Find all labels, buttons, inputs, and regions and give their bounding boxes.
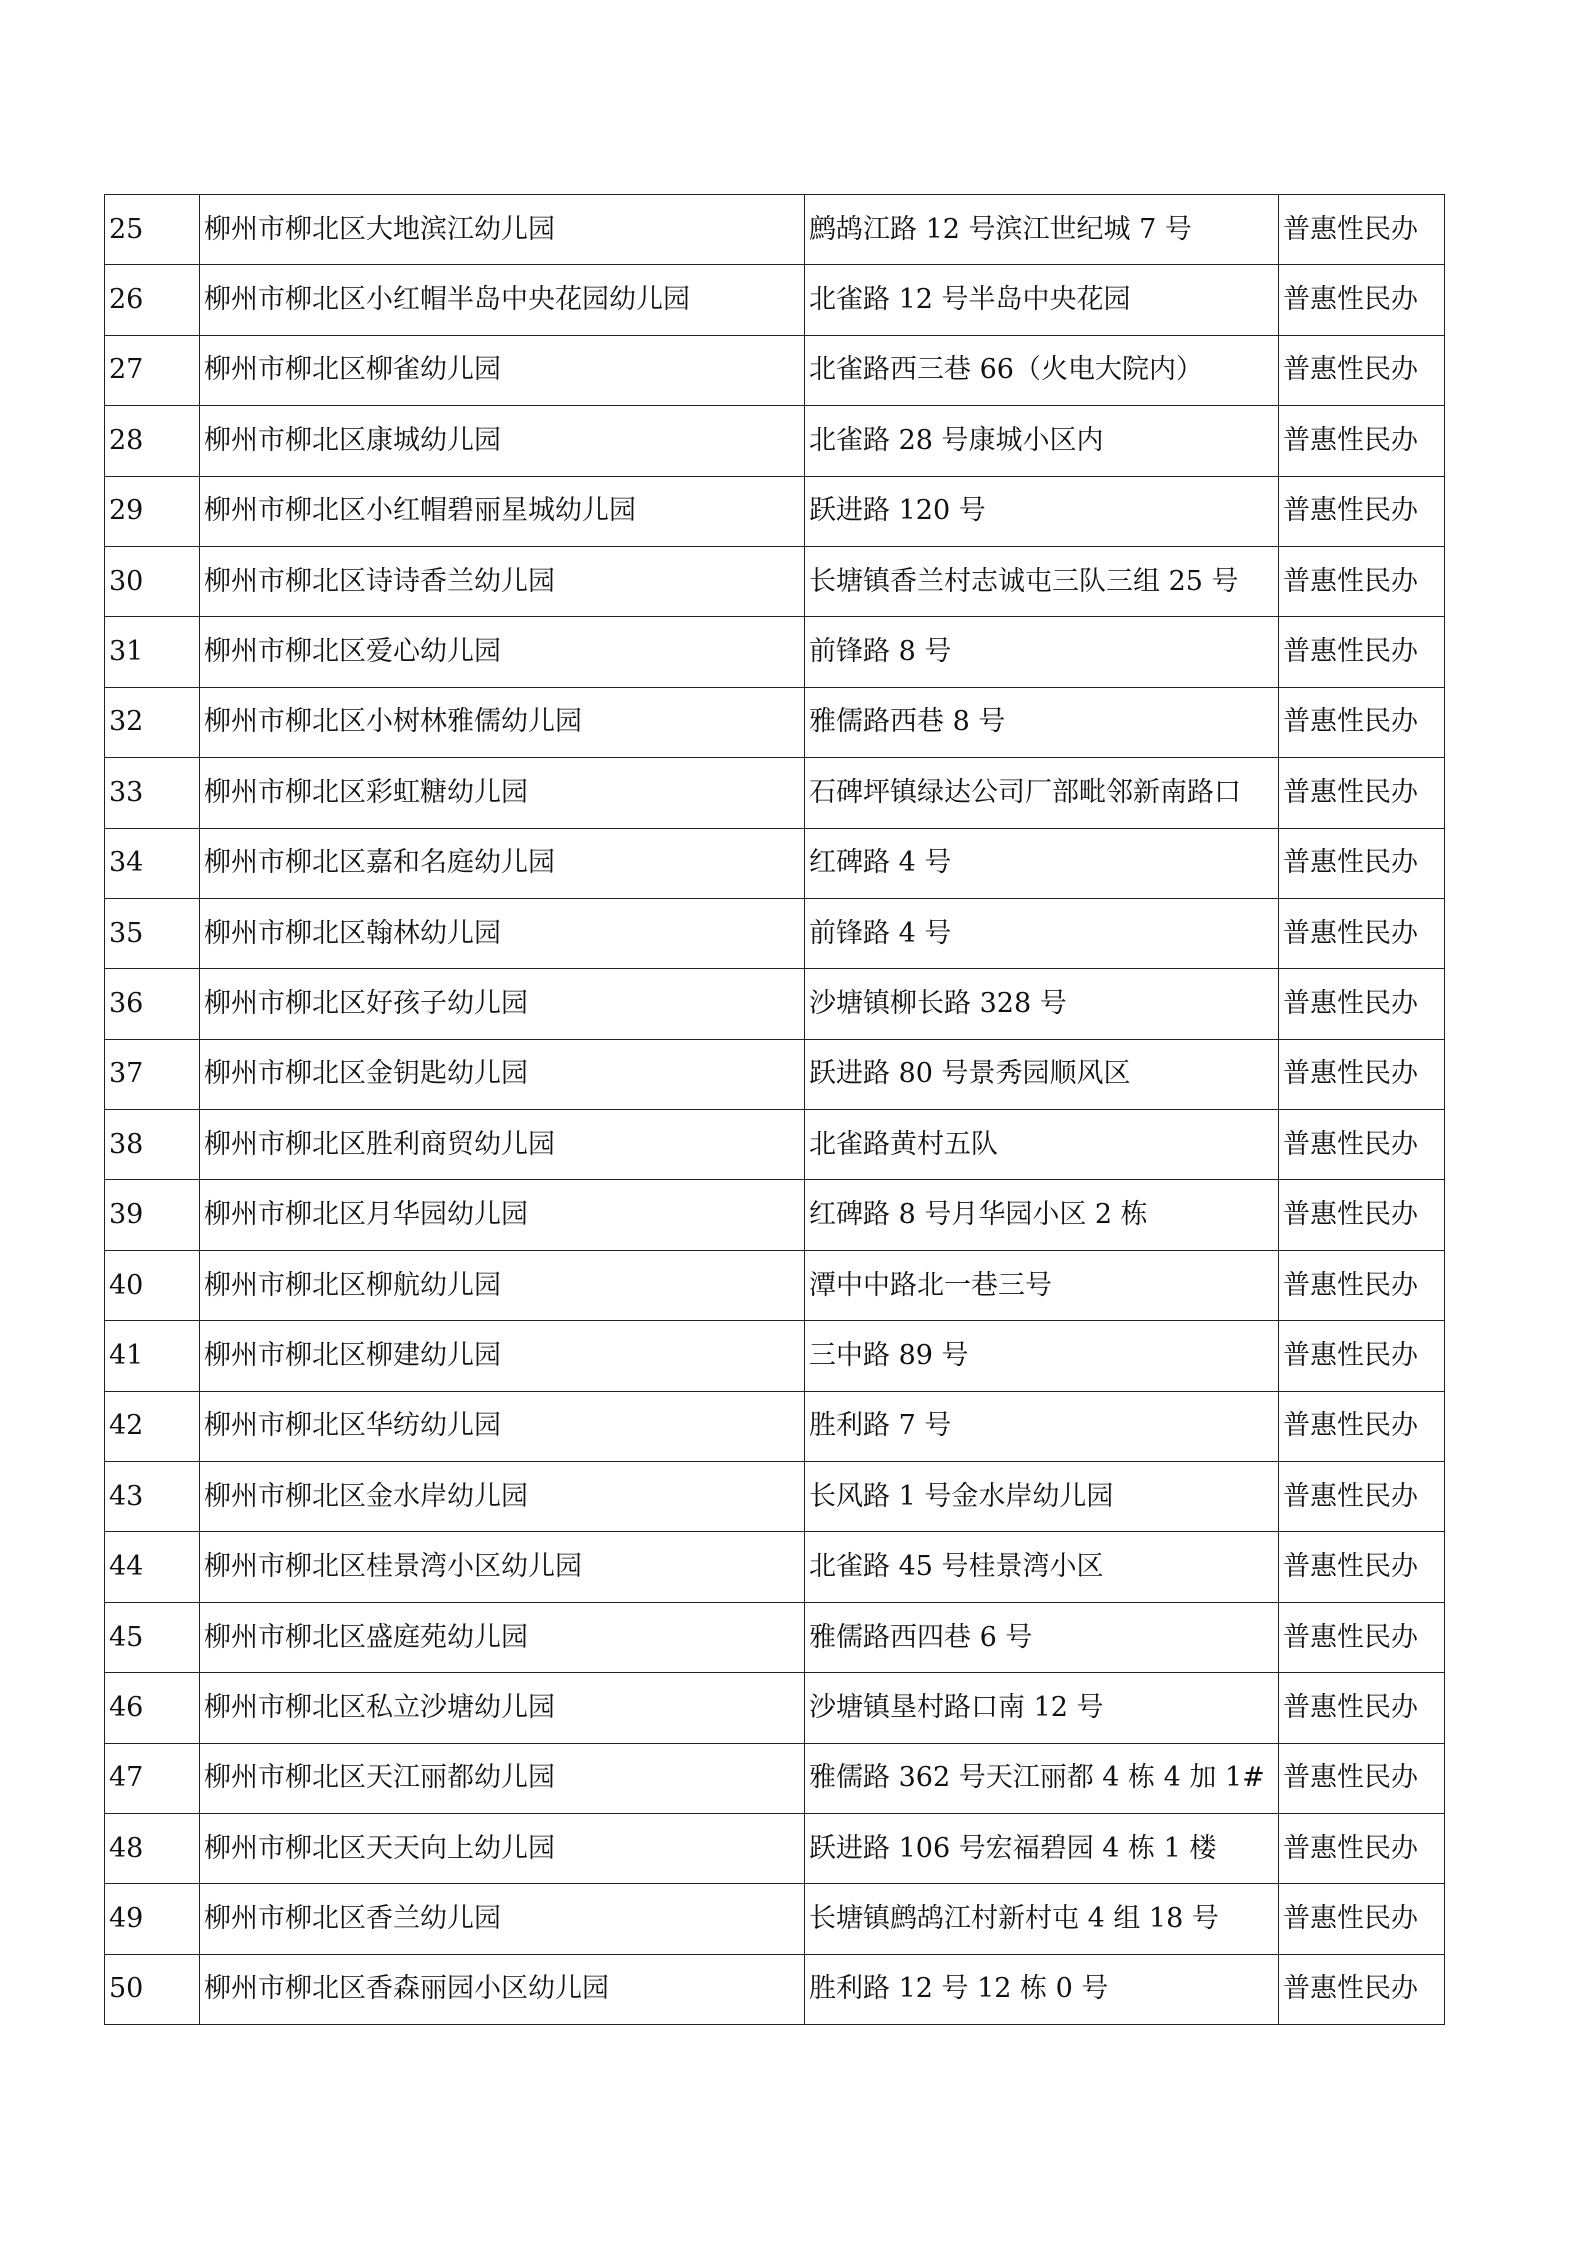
table-body [105, 195, 1445, 2025]
kindergarten-type: 普惠性民办 [1279, 546, 1445, 616]
table-row [105, 1673, 1445, 1743]
kindergarten-type: 普惠性民办 [1279, 828, 1445, 898]
kindergarten-type: 普惠性民办 [1279, 1813, 1445, 1883]
kindergarten-name: 柳州市柳北区嘉和名庭幼儿园 [200, 828, 805, 898]
table-row [105, 1813, 1445, 1883]
row-number: 45 [105, 1602, 200, 1672]
kindergarten-type: 普惠性民办 [1279, 1110, 1445, 1180]
kindergarten-address: 三中路 89 号 [805, 1321, 1279, 1391]
table-row [105, 1462, 1445, 1532]
kindergarten-type: 普惠性民办 [1279, 1180, 1445, 1250]
row-number: 43 [105, 1462, 200, 1532]
kindergarten-name: 柳州市柳北区康城幼儿园 [200, 406, 805, 476]
table-row [105, 969, 1445, 1039]
table-row [105, 758, 1445, 828]
kindergarten-address: 北雀路黄村五队 [805, 1110, 1279, 1180]
row-number: 48 [105, 1813, 200, 1883]
kindergarten-type: 普惠性民办 [1279, 1391, 1445, 1461]
kindergarten-type: 普惠性民办 [1279, 1039, 1445, 1109]
kindergarten-address: 长风路 1 号金水岸幼儿园 [805, 1462, 1279, 1532]
kindergarten-address: 雅儒路 362 号天江丽都 4 栋 4 加 1# [805, 1743, 1279, 1813]
kindergarten-type: 普惠性民办 [1279, 1321, 1445, 1391]
kindergarten-type: 普惠性民办 [1279, 406, 1445, 476]
row-number: 37 [105, 1039, 200, 1109]
kindergarten-name: 柳州市柳北区彩虹糖幼儿园 [200, 758, 805, 828]
table-row [105, 828, 1445, 898]
kindergarten-address: 长塘镇鹧鸪江村新村屯 4 组 18 号 [805, 1884, 1279, 1954]
table-row [105, 1250, 1445, 1320]
table-row [105, 335, 1445, 405]
kindergarten-address: 前锋路 4 号 [805, 898, 1279, 968]
table-row [105, 898, 1445, 968]
kindergarten-name: 柳州市柳北区桂景湾小区幼儿园 [200, 1532, 805, 1602]
table-row [105, 546, 1445, 616]
kindergarten-name: 柳州市柳北区好孩子幼儿园 [200, 969, 805, 1039]
kindergarten-address: 跃进路 80 号景秀园顺风区 [805, 1039, 1279, 1109]
kindergarten-name: 柳州市柳北区香兰幼儿园 [200, 1884, 805, 1954]
kindergarten-name: 柳州市柳北区柳航幼儿园 [200, 1250, 805, 1320]
kindergarten-address: 沙塘镇柳长路 328 号 [805, 969, 1279, 1039]
kindergarten-name: 柳州市柳北区盛庭苑幼儿园 [200, 1602, 805, 1672]
row-number: 50 [105, 1954, 200, 2024]
row-number: 39 [105, 1180, 200, 1250]
row-number: 33 [105, 758, 200, 828]
kindergarten-name: 柳州市柳北区诗诗香兰幼儿园 [200, 546, 805, 616]
kindergarten-type: 普惠性民办 [1279, 687, 1445, 757]
kindergarten-type: 普惠性民办 [1279, 335, 1445, 405]
table-row [105, 1954, 1445, 2024]
kindergarten-name: 柳州市柳北区香森丽园小区幼儿园 [200, 1954, 805, 2024]
row-number: 28 [105, 406, 200, 476]
row-number: 44 [105, 1532, 200, 1602]
kindergarten-name: 柳州市柳北区小树林雅儒幼儿园 [200, 687, 805, 757]
kindergarten-address: 北雀路 12 号半岛中央花园 [805, 265, 1279, 335]
table-row [105, 1532, 1445, 1602]
kindergarten-type: 普惠性民办 [1279, 265, 1445, 335]
kindergarten-name: 柳州市柳北区华纺幼儿园 [200, 1391, 805, 1461]
kindergarten-address: 北雀路 45 号桂景湾小区 [805, 1532, 1279, 1602]
kindergarten-type: 普惠性民办 [1279, 969, 1445, 1039]
kindergarten-type: 普惠性民办 [1279, 1462, 1445, 1532]
table-row [105, 1180, 1445, 1250]
kindergarten-address: 红碑路 4 号 [805, 828, 1279, 898]
table-row [105, 195, 1445, 265]
row-number: 36 [105, 969, 200, 1039]
kindergarten-name: 柳州市柳北区翰林幼儿园 [200, 898, 805, 968]
kindergarten-name: 柳州市柳北区柳建幼儿园 [200, 1321, 805, 1391]
row-number: 42 [105, 1391, 200, 1461]
kindergarten-name: 柳州市柳北区天江丽都幼儿园 [200, 1743, 805, 1813]
kindergarten-name: 柳州市柳北区小红帽半岛中央花园幼儿园 [200, 265, 805, 335]
kindergarten-type: 普惠性民办 [1279, 1954, 1445, 2024]
row-number: 40 [105, 1250, 200, 1320]
row-number: 41 [105, 1321, 200, 1391]
row-number: 35 [105, 898, 200, 968]
kindergarten-type: 普惠性民办 [1279, 476, 1445, 546]
kindergarten-name: 柳州市柳北区爱心幼儿园 [200, 617, 805, 687]
table-row [105, 1391, 1445, 1461]
kindergarten-type: 普惠性民办 [1279, 1673, 1445, 1743]
kindergarten-name: 柳州市柳北区小红帽碧丽星城幼儿园 [200, 476, 805, 546]
kindergarten-type: 普惠性民办 [1279, 195, 1445, 265]
kindergarten-address: 北雀路 28 号康城小区内 [805, 406, 1279, 476]
kindergarten-type: 普惠性民办 [1279, 1743, 1445, 1813]
kindergarten-address: 长塘镇香兰村志诚屯三队三组 25 号 [805, 546, 1279, 616]
kindergarten-address: 红碑路 8 号月华园小区 2 栋 [805, 1180, 1279, 1250]
kindergarten-name: 柳州市柳北区私立沙塘幼儿园 [200, 1673, 805, 1743]
table-row [105, 476, 1445, 546]
kindergarten-name: 柳州市柳北区柳雀幼儿园 [200, 335, 805, 405]
table-row [105, 687, 1445, 757]
kindergarten-type: 普惠性民办 [1279, 1250, 1445, 1320]
kindergarten-name: 柳州市柳北区胜利商贸幼儿园 [200, 1110, 805, 1180]
kindergarten-address: 石碑坪镇绿达公司厂部毗邻新南路口 [805, 758, 1279, 828]
table-row [105, 617, 1445, 687]
kindergarten-type: 普惠性民办 [1279, 1532, 1445, 1602]
kindergarten-type: 普惠性民办 [1279, 1602, 1445, 1672]
row-number: 46 [105, 1673, 200, 1743]
kindergarten-address: 胜利路 12 号 12 栋 0 号 [805, 1954, 1279, 2024]
row-number: 26 [105, 265, 200, 335]
kindergarten-address: 雅儒路西巷 8 号 [805, 687, 1279, 757]
kindergarten-name: 柳州市柳北区天天向上幼儿园 [200, 1813, 805, 1883]
row-number: 31 [105, 617, 200, 687]
kindergarten-name: 柳州市柳北区月华园幼儿园 [200, 1180, 805, 1250]
table-row [105, 1602, 1445, 1672]
row-number: 27 [105, 335, 200, 405]
kindergarten-type: 普惠性民办 [1279, 1884, 1445, 1954]
kindergarten-name: 柳州市柳北区金钥匙幼儿园 [200, 1039, 805, 1109]
kindergarten-type: 普惠性民办 [1279, 617, 1445, 687]
row-number: 47 [105, 1743, 200, 1813]
kindergarten-type: 普惠性民办 [1279, 898, 1445, 968]
table-row [105, 1110, 1445, 1180]
row-number: 34 [105, 828, 200, 898]
kindergarten-address: 跃进路 106 号宏福碧园 4 栋 1 楼 [805, 1813, 1279, 1883]
kindergarten-address: 胜利路 7 号 [805, 1391, 1279, 1461]
table-row [105, 406, 1445, 476]
row-number: 38 [105, 1110, 200, 1180]
table-row [105, 265, 1445, 335]
row-number: 25 [105, 195, 200, 265]
kindergarten-table [104, 194, 1445, 2025]
table-row [105, 1743, 1445, 1813]
kindergarten-address: 北雀路西三巷 66（火电大院内） [805, 335, 1279, 405]
kindergarten-address: 雅儒路西四巷 6 号 [805, 1602, 1279, 1672]
table-row [105, 1321, 1445, 1391]
table-row [105, 1884, 1445, 1954]
kindergarten-address: 鹧鸪江路 12 号滨江世纪城 7 号 [805, 195, 1279, 265]
kindergarten-address: 沙塘镇垦村路口南 12 号 [805, 1673, 1279, 1743]
row-number: 30 [105, 546, 200, 616]
row-number: 29 [105, 476, 200, 546]
table-row [105, 1039, 1445, 1109]
kindergarten-address: 潭中中路北一巷三号 [805, 1250, 1279, 1320]
kindergarten-address: 前锋路 8 号 [805, 617, 1279, 687]
row-number: 32 [105, 687, 200, 757]
kindergarten-name: 柳州市柳北区金水岸幼儿园 [200, 1462, 805, 1532]
kindergarten-address: 跃进路 120 号 [805, 476, 1279, 546]
row-number: 49 [105, 1884, 200, 1954]
kindergarten-name: 柳州市柳北区大地滨江幼儿园 [200, 195, 805, 265]
kindergarten-type: 普惠性民办 [1279, 758, 1445, 828]
